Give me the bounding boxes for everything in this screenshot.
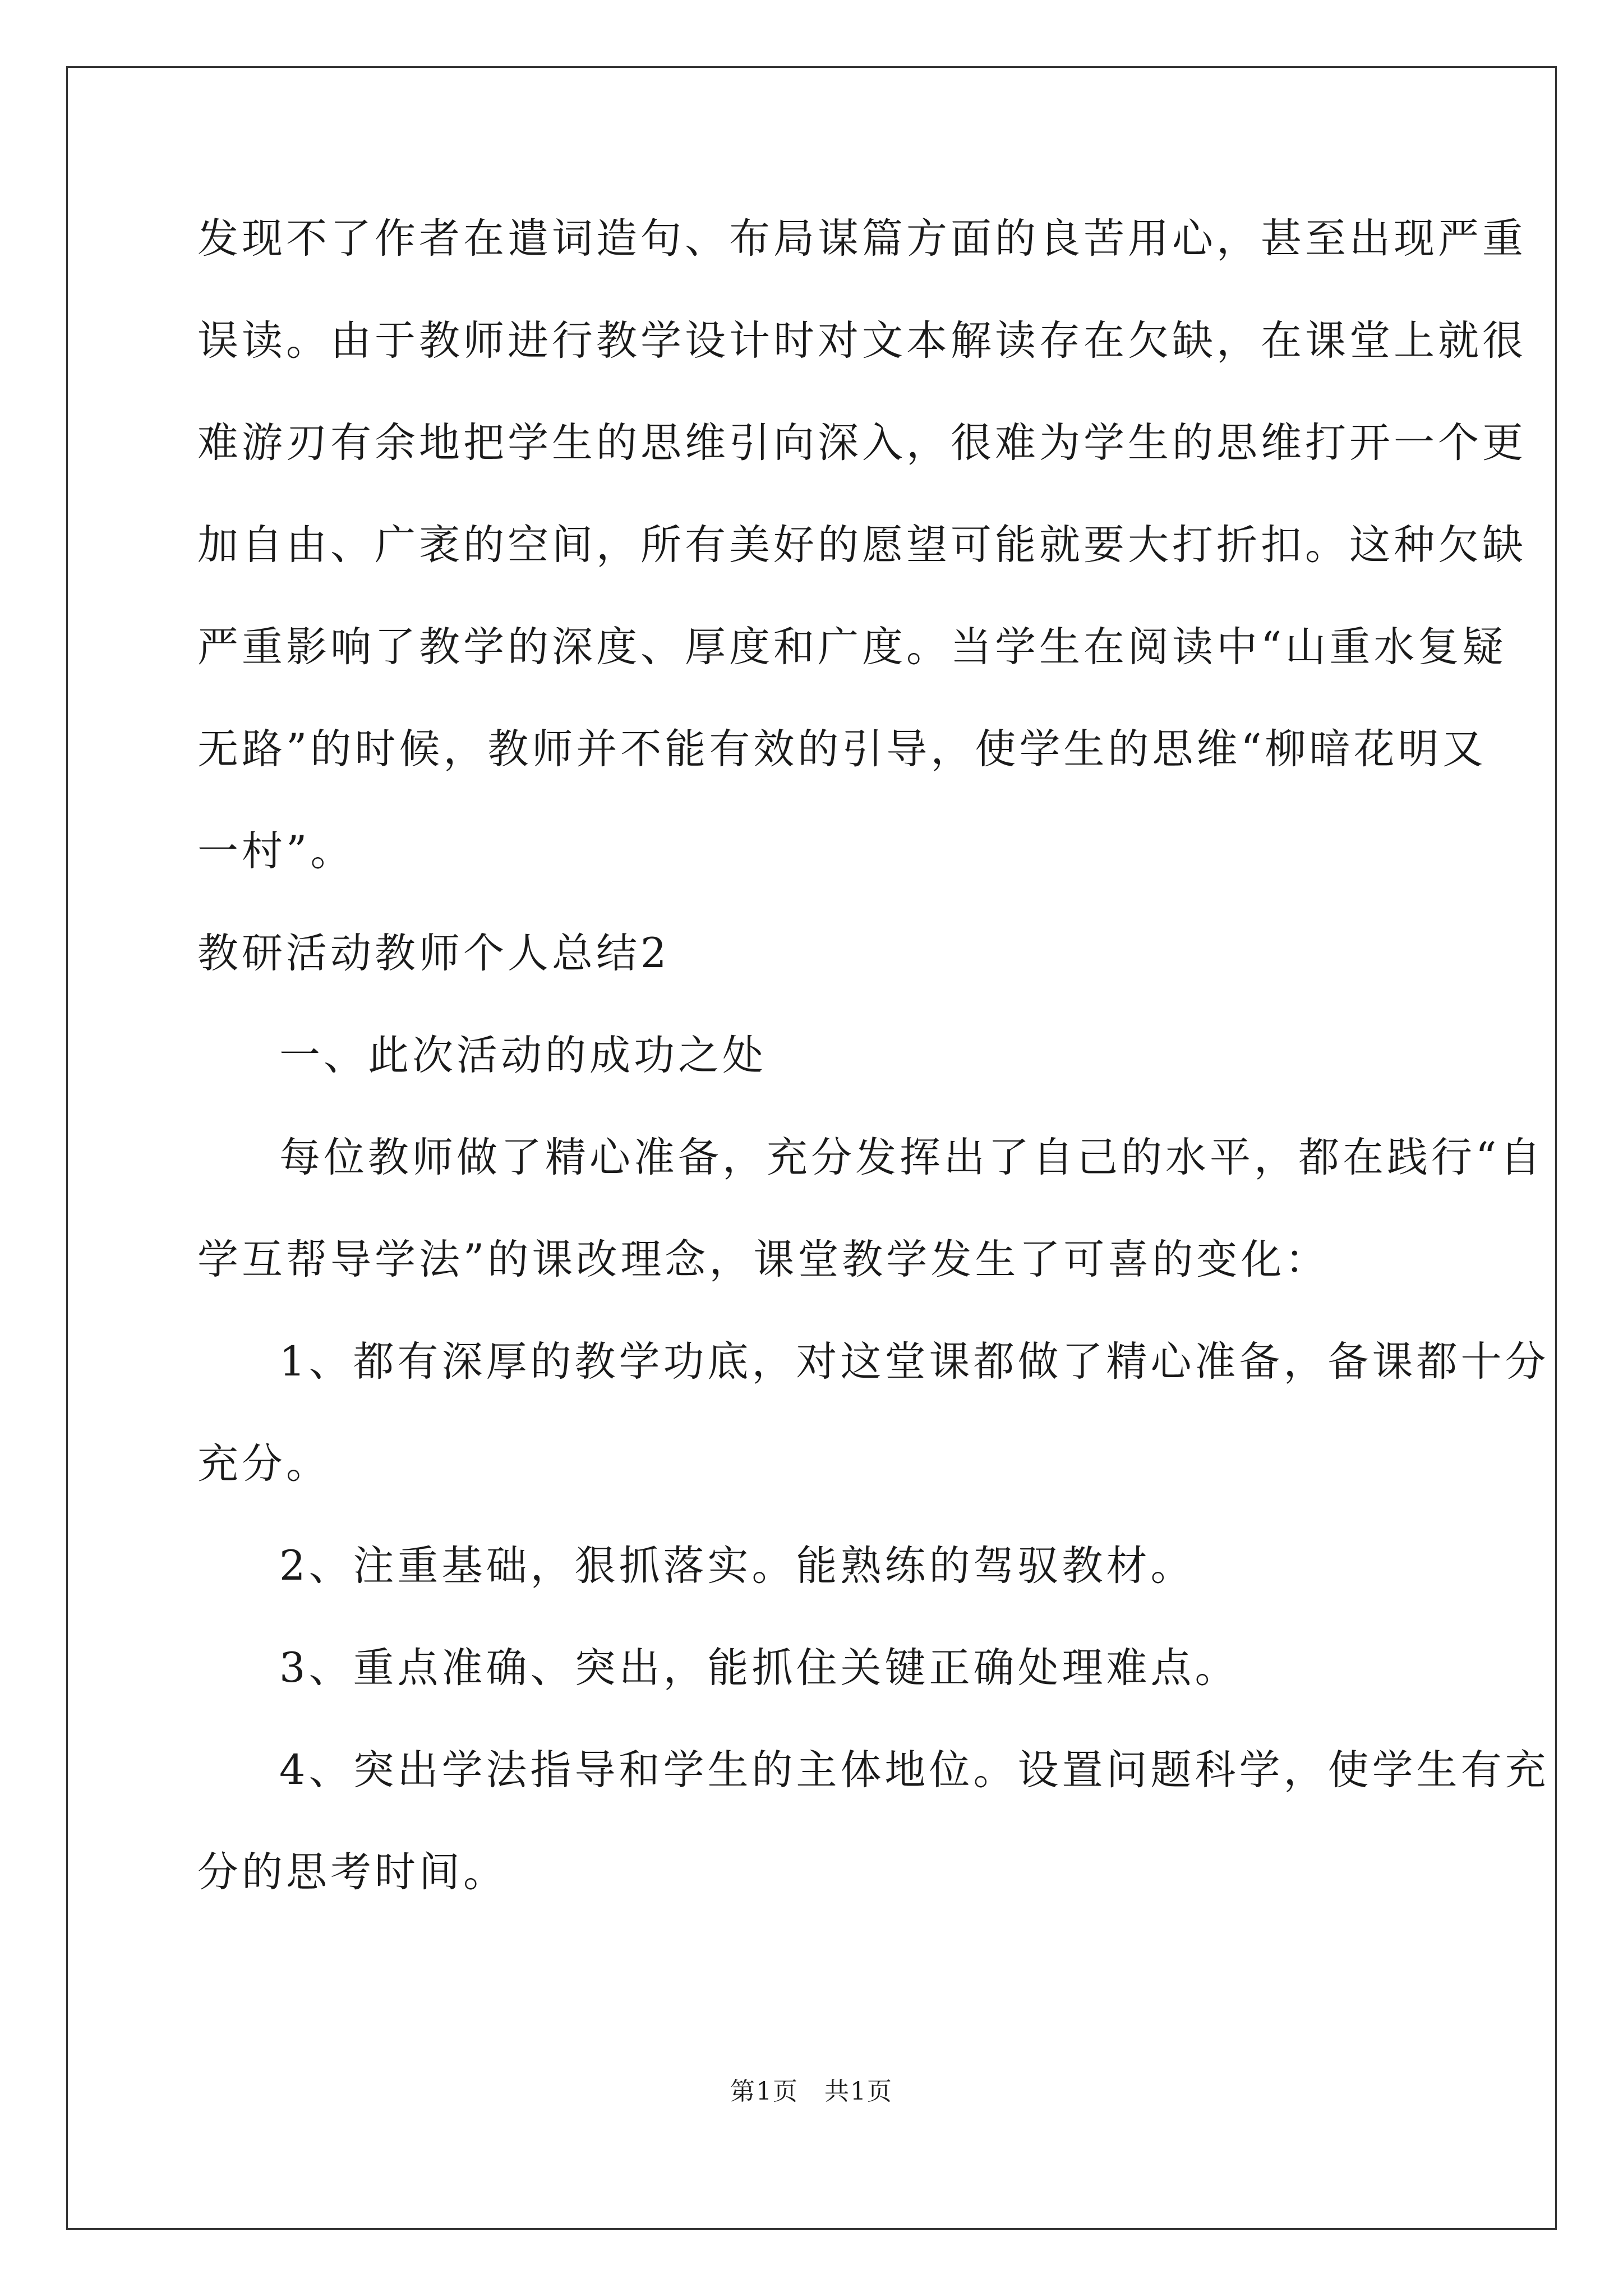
paragraph-line: 发现不了作者在遣词造句、布局谋篇方面的良苦用心，甚至出现严重 <box>197 215 1527 263</box>
paragraph-line: 无路”的时候，教师并不能有效的引导，使学生的思维“柳暗花明又 <box>197 725 1487 773</box>
section-title: 教研活动教师个人总结2 <box>197 930 670 977</box>
page-number-footer: 第1页 共1页 <box>730 2077 893 2106</box>
list-item: 1、都有深厚的教学功底，对这堂课都做了精心准备，备课都十分 <box>279 1338 1550 1386</box>
paragraph-line: 加自由、广袤的空间，所有美好的愿望可能就要大打折扣。这种欠缺 <box>197 521 1527 569</box>
list-item: 3、重点准确、突出，能抓住关键正确处理难点。 <box>279 1644 1239 1692</box>
paragraph-line: 误读。由于教师进行教学设计时对文本解读存在欠缺，在课堂上就很 <box>197 317 1527 365</box>
paragraph-line: 一村”。 <box>197 827 355 875</box>
document-body <box>197 212 1550 1948</box>
paragraph-line: 难游刃有余地把学生的思维引向深入，很难为学生的思维打开一个更 <box>197 419 1527 467</box>
list-item: 2、注重基础，狠抓落实。能熟练的驾驭教材。 <box>279 1542 1195 1590</box>
list-item-continuation: 充分。 <box>197 1440 330 1488</box>
subsection-heading: 一、此次活动的成功之处 <box>279 1032 767 1079</box>
list-item: 4、突出学法指导和学生的主体地位。设置问题科学，使学生有充 <box>279 1746 1550 1794</box>
paragraph-line: 学互帮导学法”的课改理念，课堂教学发生了可喜的变化： <box>197 1236 1330 1283</box>
list-item-continuation: 分的思考时间。 <box>197 1848 508 1896</box>
paragraph-line: 每位教师做了精心准备，充分发挥出了自己的水平，都在践行“自 <box>279 1134 1544 1181</box>
paragraph-line: 严重影响了教学的深度、厚度和广度。当学生在阅读中“山重水复疑 <box>197 623 1507 671</box>
